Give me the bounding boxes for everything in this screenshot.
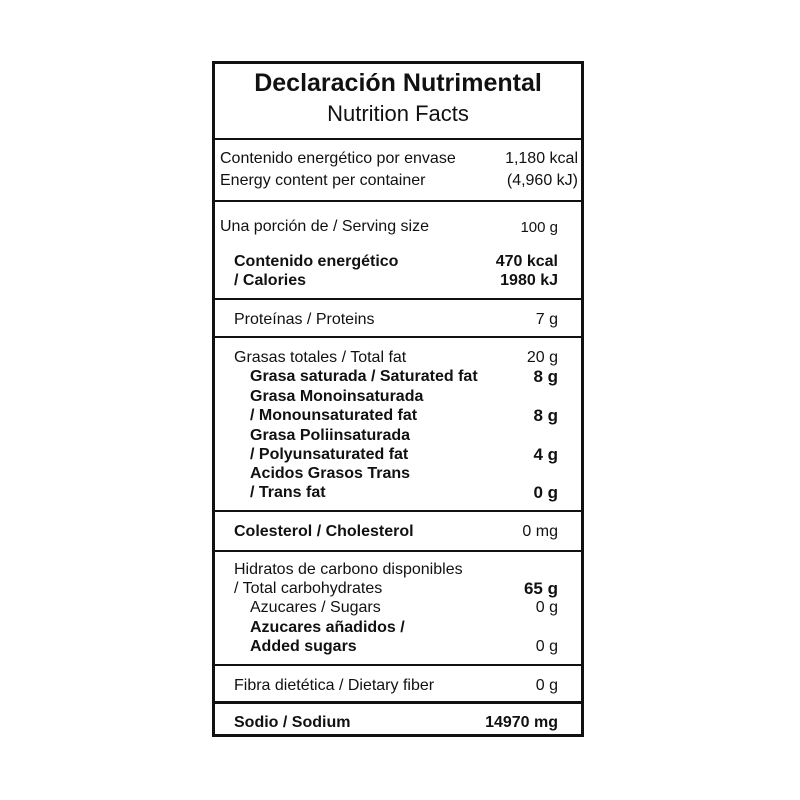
panel-subtitle: Nutrition Facts [327,101,469,126]
divider [215,701,581,704]
total-fat-value: 20 g [526,349,558,366]
added-sugars-label-line2: Added sugars [250,638,357,655]
carbohydrates-label-line1: Hidratos de carbono disponibles [234,561,463,578]
divider [215,336,581,338]
nutrition-facts-panel [212,61,584,737]
sodium-value: 14970 mg [485,714,558,731]
poly-fat-label-line1: Grasa Poliinsaturada [250,427,411,444]
added-sugars-label-line1: Azucares añadidos / [250,619,405,636]
poly-fat-value: 4 g [533,445,558,464]
added-sugars-value: 0 g [535,638,558,655]
divider [215,200,581,202]
energy-container-kcal: 1,180 kcal [505,150,578,167]
divider [215,550,581,552]
trans-fat-label-line2: / Trans fat [250,484,326,501]
cholesterol-value: 0 mg [522,523,558,540]
mono-fat-label-line2: / Monounsaturated fat [250,407,418,424]
fiber-label: Fibra dietética / Dietary fiber [234,677,435,694]
energy-container-label-en: Energy content per container [220,172,426,189]
trans-fat-value: 0 g [533,483,558,502]
sugars-label: Azucares / Sugars [250,599,381,616]
panel-title: Declaración Nutrimental [254,69,542,97]
mono-fat-label-line1: Grasa Monoinsaturada [250,388,424,405]
divider [215,138,581,140]
calories-label-line1: Contenido energético [234,253,399,270]
saturated-fat-label: Grasa saturada / Saturated fat [250,368,478,385]
sugars-value: 0 g [535,599,558,616]
saturated-fat-value: 8 g [533,367,558,386]
trans-fat-label-line1: Acidos Grasos Trans [250,465,411,482]
sodium-label: Sodio / Sodium [234,714,351,731]
calories-kj: 1980 kJ [500,272,558,289]
protein-value: 7 g [535,311,558,328]
carbohydrates-value: 65 g [523,579,558,598]
protein-label: Proteínas / Proteins [234,311,375,328]
energy-container-kj: (4,960 kJ) [506,172,578,189]
serving-size-value: 100 g [520,219,558,236]
calories-label-line2: / Calories [234,272,307,289]
divider [215,298,581,300]
energy-container-label-es: Contenido energético por envase [220,150,456,167]
divider [215,664,581,666]
divider [215,510,581,512]
cholesterol-label: Colesterol / Cholesterol [234,523,414,540]
mono-fat-value: 8 g [533,406,558,425]
poly-fat-label-line2: / Polyunsaturated fat [250,446,409,463]
carbohydrates-label-line2: / Total carbohydrates [234,580,383,597]
total-fat-label: Grasas totales / Total fat [234,349,407,366]
fiber-value: 0 g [535,677,558,694]
calories-kcal: 470 kcal [495,253,558,270]
serving-size-label: Una porción de / Serving size [220,218,429,235]
